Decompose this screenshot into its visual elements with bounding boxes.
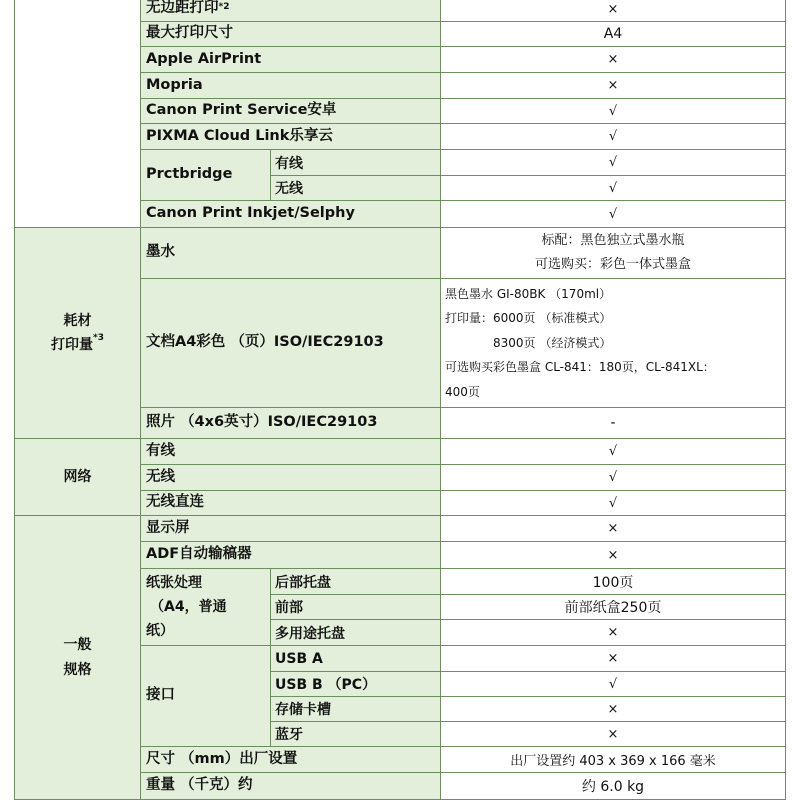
sub-label-pictbridge-wireless: 无线 [270,175,441,201]
row-label-inkjet-selphy: Canon Print Inkjet/Selphy [140,200,441,228]
value-pictbridge-wireless: √ [440,175,786,201]
row-label-ink: 墨水 [140,227,441,279]
ink-standard-text: 标配：黑色独立式墨水瓶 [541,233,685,248]
value-network-wired: √ [440,438,786,465]
row-label-photo-yield: 照片 （4x6英寸）ISO/IEC29103 [140,407,441,439]
row-label-weight: 重量 （千克）约 [140,772,441,800]
paper-label-line-1: 纸张处理 [146,575,202,591]
doc-yield-line-2: 打印量：6000页 （标准模式） [445,311,612,326]
row-label-wireless-direct: 无线直连 [140,490,441,516]
doc-yield-line-4: 可选购买彩色墨盒 CL-841：180页，CL-841XL： [445,360,715,375]
value-usb-a: × [440,645,786,672]
row-label-interface: 接口 [140,645,271,747]
value-ink [440,227,786,279]
value-weight: 约 6.0 kg [440,772,786,800]
ink-optional-text: 可选购买：彩色一体式墨盒 [534,257,691,272]
row-label-max-size: 最大打印尺寸 [140,21,441,47]
value-dimensions: 出厂设置约 403 x 369 x 166 毫米 [440,746,786,773]
sub-label-usb-a: USB A [270,645,441,672]
row-label-doc-yield: 文档A4彩色 （页）ISO/IEC29103 [140,278,441,408]
value-card-slot: × [440,696,786,722]
row-label-display: 显示屏 [140,515,441,542]
category-consumables: 耗材 打印量$^{*3}$ [14,227,141,439]
value-adf: × [440,541,786,569]
row-label-adf: ADF自动输稿器 [140,541,441,569]
sub-label-pictbridge-wired: 有线 [270,149,441,176]
doc-yield-line-5: 400页 [445,384,480,399]
doc-yield-line-3: 8300页 （经济模式） [493,335,612,350]
sub-label-multi-purpose-tray: 多用途托盘 [270,619,441,646]
row-label-network-wireless: 无线 [140,464,441,491]
print-category-cell [14,0,141,228]
value-rear-tray: 100页 [440,568,786,595]
row-label-paper-handling [140,568,271,646]
category-general: 一般 规格 [14,515,141,800]
row-label-dimensions: 尺寸 （mm）出厂设置 [140,746,441,773]
sub-label-rear-tray: 后部托盘 [270,568,441,595]
value-bluetooth: × [440,721,786,747]
value-airprint: × [440,46,786,73]
value-usb-b: √ [440,671,786,697]
sub-label-front: 前部 [270,594,441,620]
sub-label-bluetooth: 蓝牙 [270,721,441,747]
row-label-cloud-link: PIXMA Cloud Link乐享云 [140,123,441,150]
value-front: 前部纸盒250页 [440,594,786,620]
paper-label-line-2: （A4，普通 [150,599,227,615]
row-label-mopria: Mopria [140,72,441,99]
sub-label-usb-b: USB B （PC） [270,671,441,697]
value-multi-purpose-tray: × [440,619,786,646]
category-network: 网络 [14,438,141,516]
row-label-borderless: 无边距打印 $^{*2}$ [140,0,441,22]
paper-label-line-3: 纸） [146,623,174,639]
value-print-service: √ [440,98,786,124]
value-doc-yield [440,278,786,408]
row-label-pictbridge: Prctbridge [140,149,271,201]
value-mopria: × [440,72,786,99]
row-label-print-service: Canon Print Service安卓 [140,98,441,124]
row-label-network-wired: 有线 [140,438,441,465]
row-label-airprint: Apple AirPrint [140,46,441,73]
value-network-wireless: √ [440,464,786,491]
sub-label-card-slot: 存储卡槽 [270,696,441,722]
value-max-size: A4 [440,21,786,47]
value-photo-yield: - [440,407,786,439]
value-cloud-link: √ [440,123,786,150]
value-wireless-direct: √ [440,490,786,516]
value-inkjet-selphy: √ [440,200,786,228]
value-display: × [440,515,786,542]
doc-yield-line-1: 黑色墨水 GI-80BK （170ml） [445,286,612,301]
value-borderless: × [440,0,786,22]
value-pictbridge-wired: √ [440,149,786,176]
